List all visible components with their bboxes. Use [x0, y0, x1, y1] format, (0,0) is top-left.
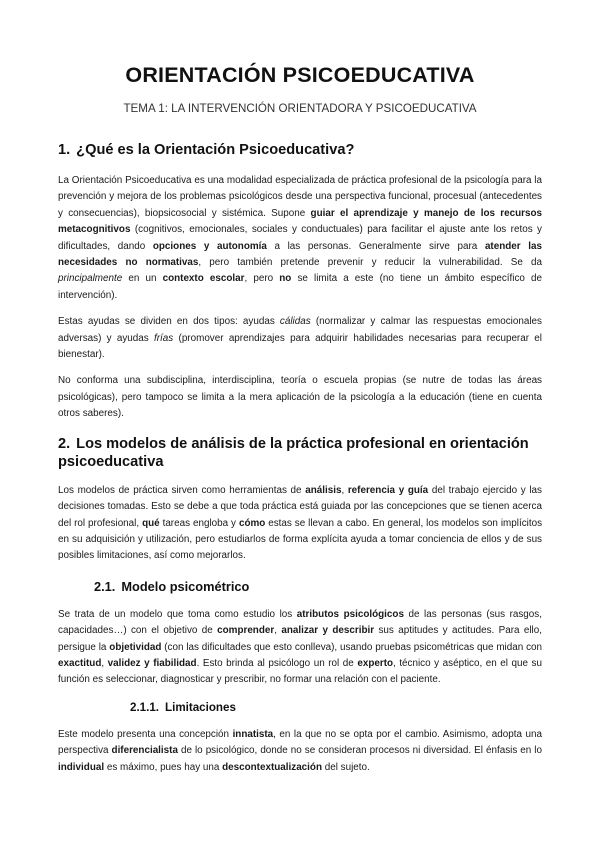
text-run: La Orientación Psicoeducativa es una modalidad especializada de práctica profesional de la psicología para la prevención y mejora de los problemas psicológicos desde una perspectiva funcional, procesual (antecedentes y consecuencias), biopsicosocial y sistémica. Supone [58, 175, 542, 219]
text-run: es máximo, pues hay una [104, 761, 223, 773]
text-run: , pero también pretende prevenir y reducir la vulnerabilidad. Se da [198, 257, 542, 269]
text-run: , en la que no se opta por el cambio. Asimismo, adopta una perspectiva [58, 728, 543, 757]
section-1-paragraph-1 [58, 173, 542, 304]
italic-text: frías [154, 332, 174, 344]
section-2-heading [58, 435, 542, 471]
bold-text: atributos psicológicos [296, 608, 404, 620]
bold-text: cómo [238, 517, 266, 529]
section-1-title: ¿Qué es la Orientación Psicoeducativa? [76, 142, 355, 158]
subsection-2-1-number: 2.1. [94, 578, 116, 594]
bold-text: análisis [305, 484, 342, 496]
bold-text: validez y fiabilidad [107, 657, 197, 669]
text-run: sus aptitudes y actitudes. Para ello, persigue la [58, 625, 542, 653]
text-run: en un [122, 273, 163, 285]
text-run: , [274, 625, 282, 637]
text-run: tareas engloba y [159, 517, 239, 529]
bold-text: objetividad [109, 641, 162, 653]
subsection-2-1-1-heading [58, 701, 542, 715]
text-run: (normalizar y calmar las respuestas emocionales adversas) y ayudas [58, 316, 542, 344]
bold-text: guiar el aprendizaje y manejo de los recursos metacognitivos [58, 207, 542, 236]
subsection-2-1-1-title: Limitaciones [165, 700, 236, 714]
text-run: del sujeto. [321, 761, 370, 773]
bold-text: descontextualización [222, 761, 322, 773]
document-subtitle: TEMA 1: LA INTERVENCIÓN ORIENTADORA Y PSICOEDUCATIVA [123, 102, 477, 115]
bold-text: no [279, 273, 292, 285]
italic-text: cálidas [279, 316, 311, 328]
text-run: , técnico y aséptico, en el que su función es seleccionar, diagnosticar y prescribir, no formar una relación con el paciente. [58, 657, 542, 686]
document-title: ORIENTACIÓN PSICOEDUCATIVA [125, 63, 475, 87]
text-run: estas se llevan a cabo. En general, los modelos son implícitos en su adquisición y utilización, pero estudiarlos de forma explícita ayuda a tomar conciencia de ellos y de sus posibles limitaciones, así como mejorarlos. [58, 517, 543, 562]
text-run: de las personas (sus rasgos, capacidades…) con el objetivo de [58, 608, 542, 637]
section-1-heading [58, 141, 542, 159]
section-2-paragraph-1 [58, 483, 542, 565]
text-run: a las personas. Generalmente sirve para [266, 240, 485, 252]
text-run: (con las dificultades que esto conlleva), usando pruebas psicométricas que midan con [161, 641, 542, 653]
text-run: (cognitivos, emocionales, sociales y conductuales) para facilitar el ajuste ante los retos y dificultades, dando [58, 224, 542, 252]
text-run: , pero [244, 273, 280, 285]
bold-text: exactitud [58, 657, 102, 669]
subsection-2-1-1-number: 2.1.1. [130, 700, 160, 714]
text-run: . Esto brinda al psicólogo un rol de [196, 657, 358, 669]
bold-text: analizar y describir [281, 625, 375, 637]
text-run: (promover aprendizajes para adquirir habilidades necesarias para recuperar el bienestar). [58, 332, 542, 361]
bold-text: qué [142, 517, 160, 529]
subsection-2-1-heading [58, 579, 542, 595]
section-1-number: 1. [58, 142, 71, 158]
italic-text: principalmente [58, 273, 123, 285]
subsection-2-1-1-paragraph-1 [58, 727, 542, 776]
text-run: No conforma una subdisciplina, interdisciplina, teoría o escuela propias (se nutre de todas las áreas psicológicas), pero tampoco se limita a la mera aplicación de la psicología a la educación (tiene en cuenta otros saberes). [58, 375, 542, 420]
text-run: se limita a este (no tiene un ámbito específico de intervención). [58, 273, 543, 301]
bold-text: contexto escolar [162, 273, 245, 285]
bold-text: experto [357, 657, 394, 669]
subsection-2-1-title: Modelo psicométrico [121, 578, 250, 594]
subsection-2-1-paragraph-1 [58, 607, 542, 689]
bold-text: referencia y guía [347, 484, 429, 496]
text-run: del trabajo ejercido y las decisiones tomadas. Esto se debe a que toda práctica está guiada por las concepciones que se tienen acerca del rol profesional, [58, 484, 542, 529]
text-run: de lo psicológico, donde no se consideran procesos ni diversidad. El énfasis en lo [177, 745, 542, 757]
bold-text: innatista [232, 728, 274, 740]
text-run: Estas ayudas se dividen en dos tipos: ayudas [58, 316, 280, 328]
text-run: , [341, 484, 348, 496]
section-1-paragraph-3 [58, 373, 542, 422]
bold-text: comprender [217, 625, 275, 637]
bold-text: opciones y autonomía [152, 240, 267, 252]
section-1-paragraph-2 [58, 314, 542, 363]
bold-text: diferencialista [111, 745, 178, 757]
text-run: Se trata de un modelo que toma como estudio los [58, 608, 297, 620]
text-run: Este modelo presenta una concepción [58, 728, 233, 740]
bold-text: atender las necesidades no normativas [58, 240, 542, 269]
text-run: Los modelos de práctica sirven como herramientas de [58, 484, 306, 496]
bold-text: individual [58, 761, 105, 773]
text-run: , [101, 657, 108, 669]
section-2-number: 2. [58, 435, 71, 452]
section-2-title: Los modelos de análisis de la práctica profesional en orientación psicoeducativa [58, 435, 529, 470]
